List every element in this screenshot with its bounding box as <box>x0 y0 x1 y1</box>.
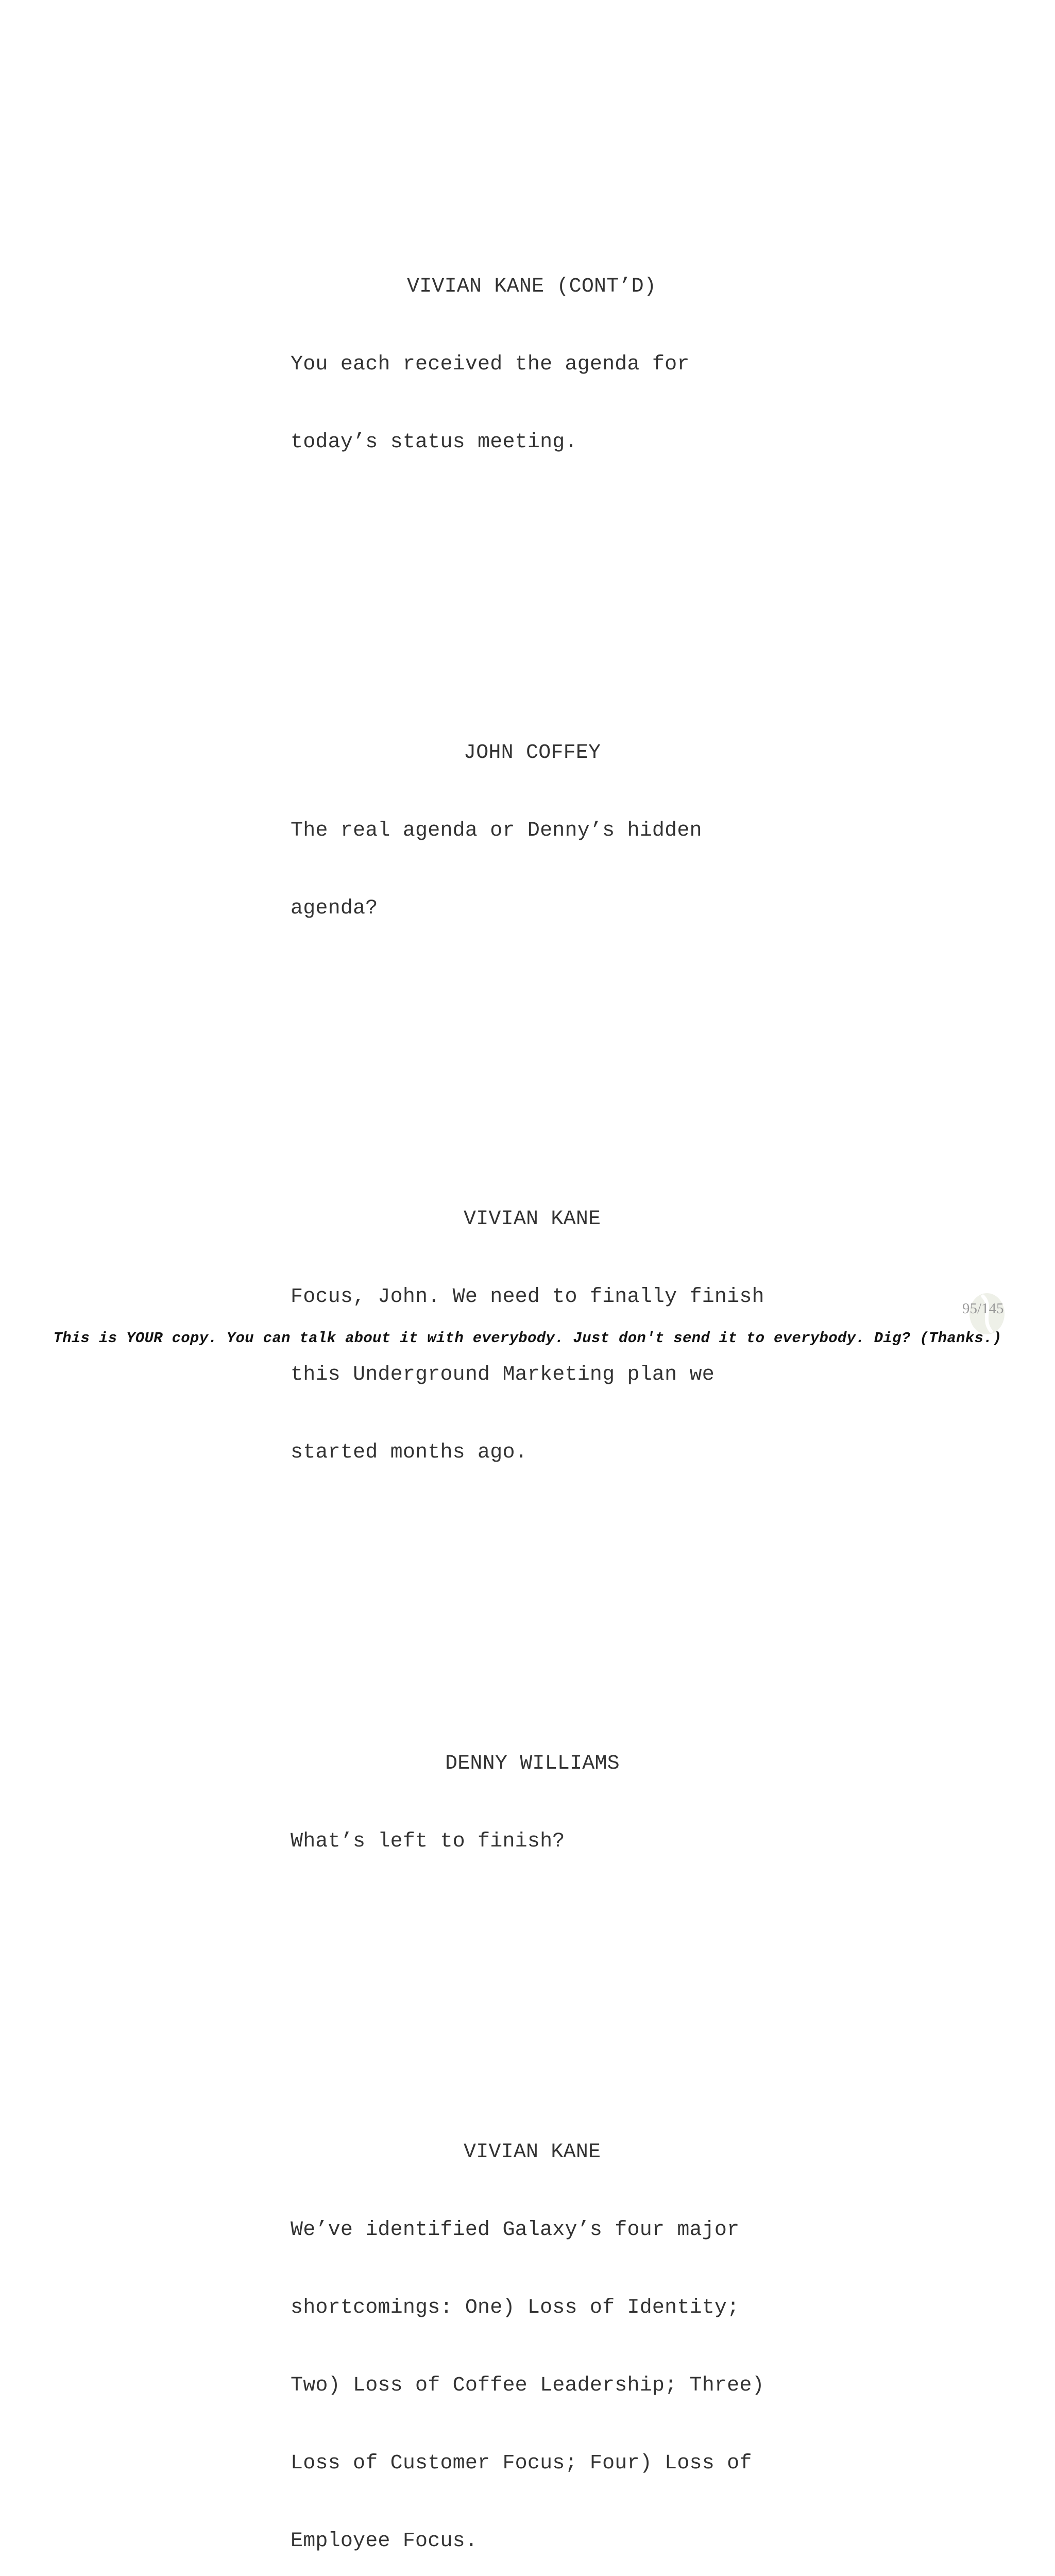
footer-note: This is YOUR copy. You can talk about it with everybody. Just don't send it to everybody. Dig? (Thanks.) <box>53 1330 1002 1347</box>
dialogue-line: What’s left to finish? <box>291 1829 565 1853</box>
dialogue-line: started months ago. <box>291 1441 528 1465</box>
dialogue-line: today’s status meeting. <box>291 430 577 454</box>
character-name: VIVIAN KANE <box>464 2141 601 2164</box>
dialogue-line: agenda? <box>291 896 378 920</box>
dialogue-line: Employee Focus. <box>291 2529 478 2553</box>
dialogue-line: We’ve identified Galaxy’s four major <box>291 2218 740 2242</box>
dialogue-line: Two) Loss of Coffee Leadership; Three) <box>291 2374 764 2397</box>
page-number: 95/145 <box>962 1300 1004 1317</box>
dialogue-line: this Underground Marketing plan we <box>291 1363 714 1387</box>
character-name: VIVIAN KANE (CONT’D) <box>407 275 657 298</box>
dialogue-line: The real agenda or Denny’s hidden <box>291 819 702 843</box>
dialogue-line: shortcomings: One) Loss of Identity; <box>291 2296 740 2319</box>
character-name: VIVIAN KANE <box>464 1208 601 1231</box>
character-name: DENNY WILLIAMS <box>445 1752 620 1775</box>
dialogue-block <box>291 1699 806 1906</box>
dialogue-block <box>291 222 806 507</box>
screenplay-body <box>291 118 806 2576</box>
dialogue-block <box>291 2088 806 2576</box>
character-name: JOHN COFFEY <box>464 741 601 765</box>
dialogue-line: You each received the agenda for <box>291 352 690 376</box>
dialogue-block <box>291 689 806 974</box>
dialogue-line: Loss of Customer Focus; Four) Loss of <box>291 2451 752 2475</box>
dialogue-line: Focus, John. We need to finally finish <box>291 1285 764 1309</box>
